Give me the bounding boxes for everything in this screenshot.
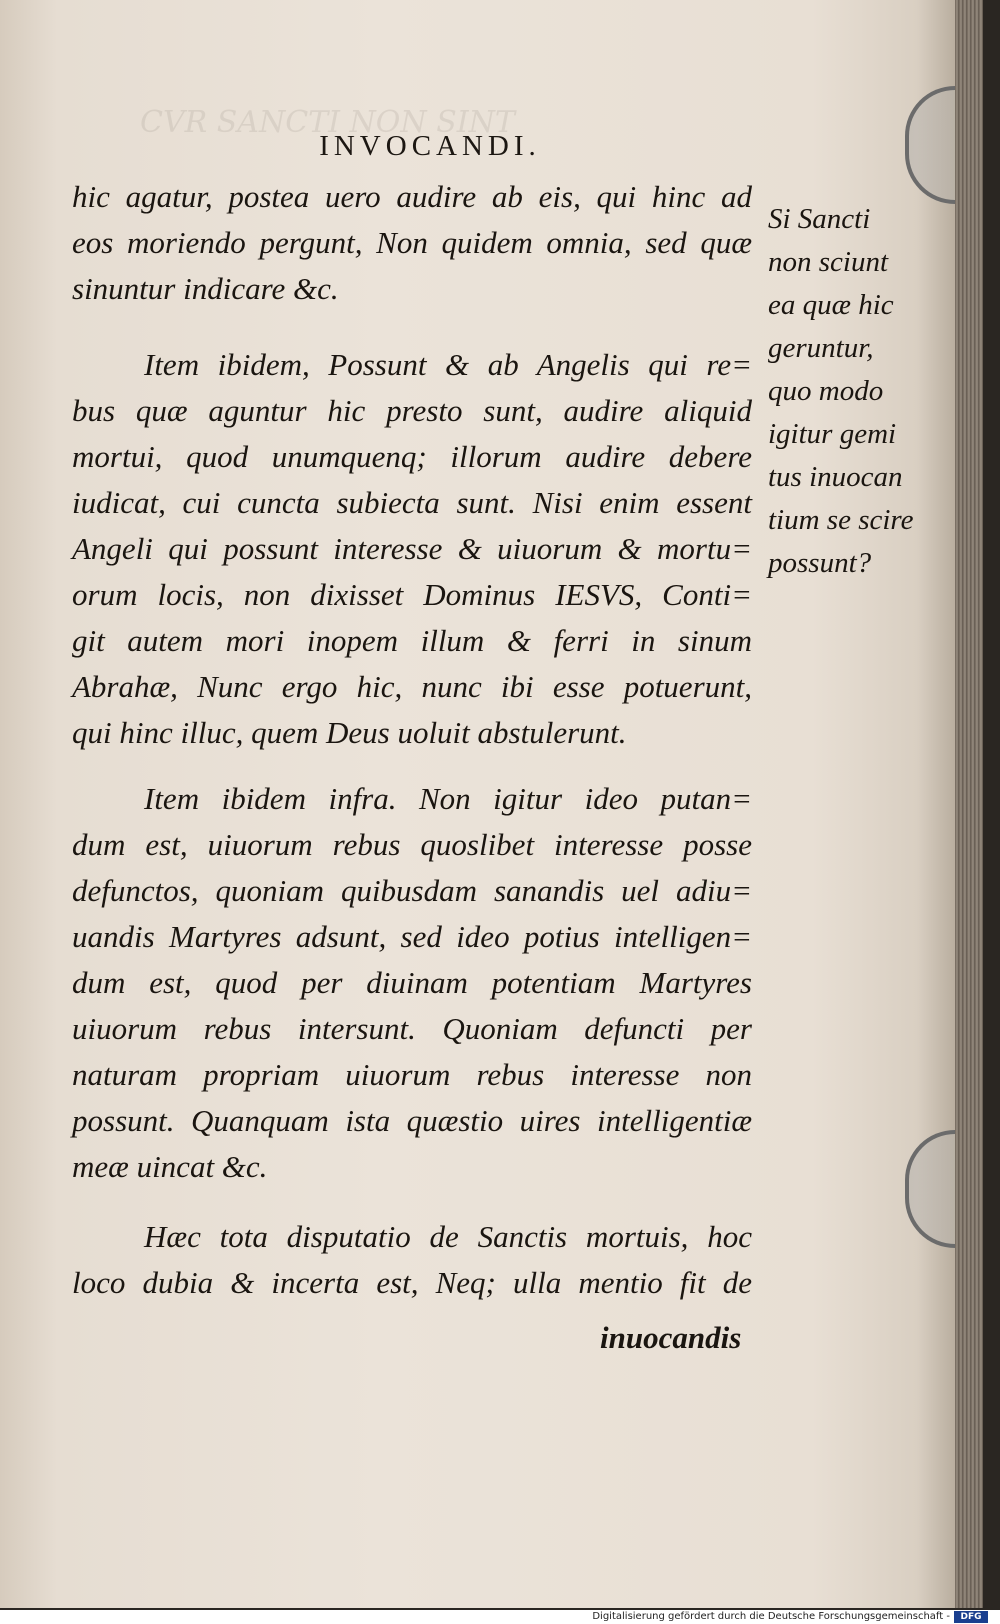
margin-line: non sciunt [768,246,889,278]
margin-line: Si Sancti [768,203,871,235]
paragraph-4 [72,1214,752,1306]
catchword: inuocandis [600,1320,742,1355]
footer-credit: Digitalisierung gefördert durch die Deutsche Forschungsgemeinschaft - [592,1611,950,1622]
text-line: uandis Martyres adsunt, sed ideo potius intelligen= [72,919,752,954]
text-line: Abrahæ, Nunc ergo hic, nunc ibi esse potuerunt, [72,669,752,704]
text-line: dum est, quod per diuinam potentiam Martyres [72,965,752,1000]
margin-note [768,198,928,585]
margin-line: geruntur, [768,332,874,364]
text-line: Item ibidem, Possunt & ab Angelis qui re= [144,347,752,382]
dfg-logo: DFG [954,1611,988,1623]
text-line: Item ibidem infra. Non igitur ideo putan= [144,781,752,816]
text-line: git autem mori inopem illum & ferri in sinum [72,623,752,658]
text-line: loco dubia & incerta est, Neq; ulla mentio fit de [72,1265,752,1300]
text-line: meæ uincat &c. [72,1149,268,1184]
text-line: possunt. Quanquam ista quæstio uires intelligentiæ [72,1103,752,1138]
text-line: hic agatur, postea uero audire ab eis, qui hinc ad [72,179,752,214]
digitization-footer [0,1610,1000,1624]
page-stack-edge [955,0,983,1608]
text-line: mortui, quod unumquenq; illorum audire debere [72,439,752,474]
margin-line: igitur gemi [768,418,897,450]
text-line: eos moriendo pergunt, Non quidem omnia, sed quæ [72,225,752,260]
margin-line: tium se scire [768,504,914,536]
margin-line: ea quæ hic [768,289,894,321]
text-line: qui hinc illuc, quem Deus uoluit abstulerunt. [72,715,627,750]
page-clip-top [905,86,955,204]
paragraph-2 [72,342,752,756]
text-line: Hæc tota disputatio de Sanctis mortuis, hoc [144,1219,752,1254]
show-through-text: CVR SANCTI NON SINT [140,105,515,140]
text-line: uiuorum rebus intersunt. Quoniam defuncti per [72,1011,752,1046]
margin-line: possunt? [768,547,872,579]
margin-line: tus inuocan [768,461,903,493]
running-head: INVOCANDI. [319,130,541,162]
margin-line: quo modo [768,375,884,407]
text-line: dum est, uiuorum rebus quoslibet interesse posse [72,827,752,862]
text-line: naturam propriam uiuorum rebus interesse non [72,1057,752,1092]
text-line: Angeli qui possunt interesse & uiuorum & mortu= [72,531,752,566]
text-line: iudicat, cui cuncta subiecta sunt. Nisi enim essent [72,485,752,520]
text-line: bus quæ aguntur hic presto sunt, audire aliquid [72,393,752,428]
text-line: orum locis, non dixisset Dominus IESVS, Conti= [72,577,752,612]
paragraph-3 [72,776,752,1190]
text-line: sinuntur indicare &c. [72,271,339,306]
page-clip-bottom [905,1130,955,1248]
text-line: defunctos, quoniam quibusdam sanandis uel adiu= [72,873,752,908]
paragraph-1 [72,174,752,312]
